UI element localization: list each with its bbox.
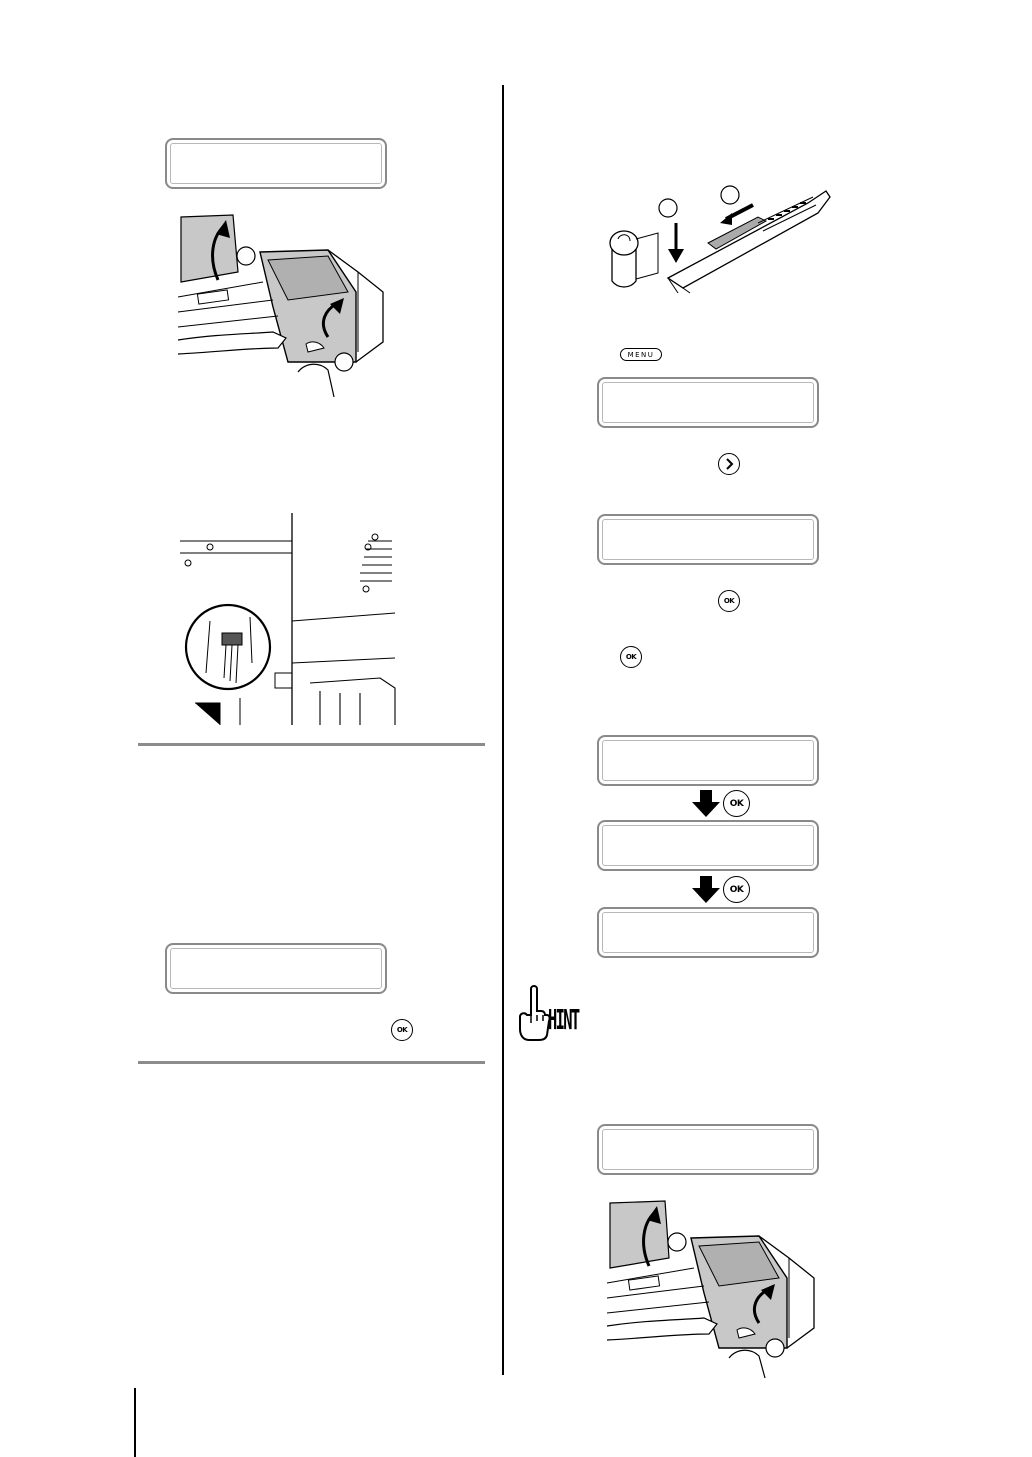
ok-button-icon: OK <box>723 876 750 903</box>
section-divider <box>138 743 485 746</box>
lcd-display <box>597 377 819 428</box>
cleaning-tool-illustration <box>608 183 833 293</box>
lcd-display <box>597 907 819 958</box>
menu-button-icon: MENU <box>620 348 662 361</box>
down-arrow-icon <box>691 876 721 904</box>
column-separator <box>502 85 504 1375</box>
ok-button-icon: OK <box>620 646 642 668</box>
printer-cover-illustration <box>178 212 388 397</box>
ok-button-icon: OK <box>718 590 740 612</box>
lcd-display <box>597 820 819 871</box>
down-arrow-icon <box>691 790 721 818</box>
lcd-display <box>597 514 819 565</box>
right-arrow-button-icon <box>718 453 740 475</box>
ok-button-icon: OK <box>723 790 750 817</box>
lcd-display <box>165 138 387 189</box>
printer-cover-illustration <box>607 1198 819 1378</box>
printer-interior-illustration <box>180 513 395 725</box>
ok-button-icon: OK <box>391 1019 413 1041</box>
lcd-display <box>597 1124 819 1175</box>
section-divider <box>138 1061 485 1064</box>
lcd-display <box>165 943 387 994</box>
pointing-finger-icon <box>517 985 551 1041</box>
page-margin-marker <box>134 1388 136 1457</box>
hint-label: HINT <box>548 1003 579 1036</box>
lcd-display <box>597 735 819 786</box>
